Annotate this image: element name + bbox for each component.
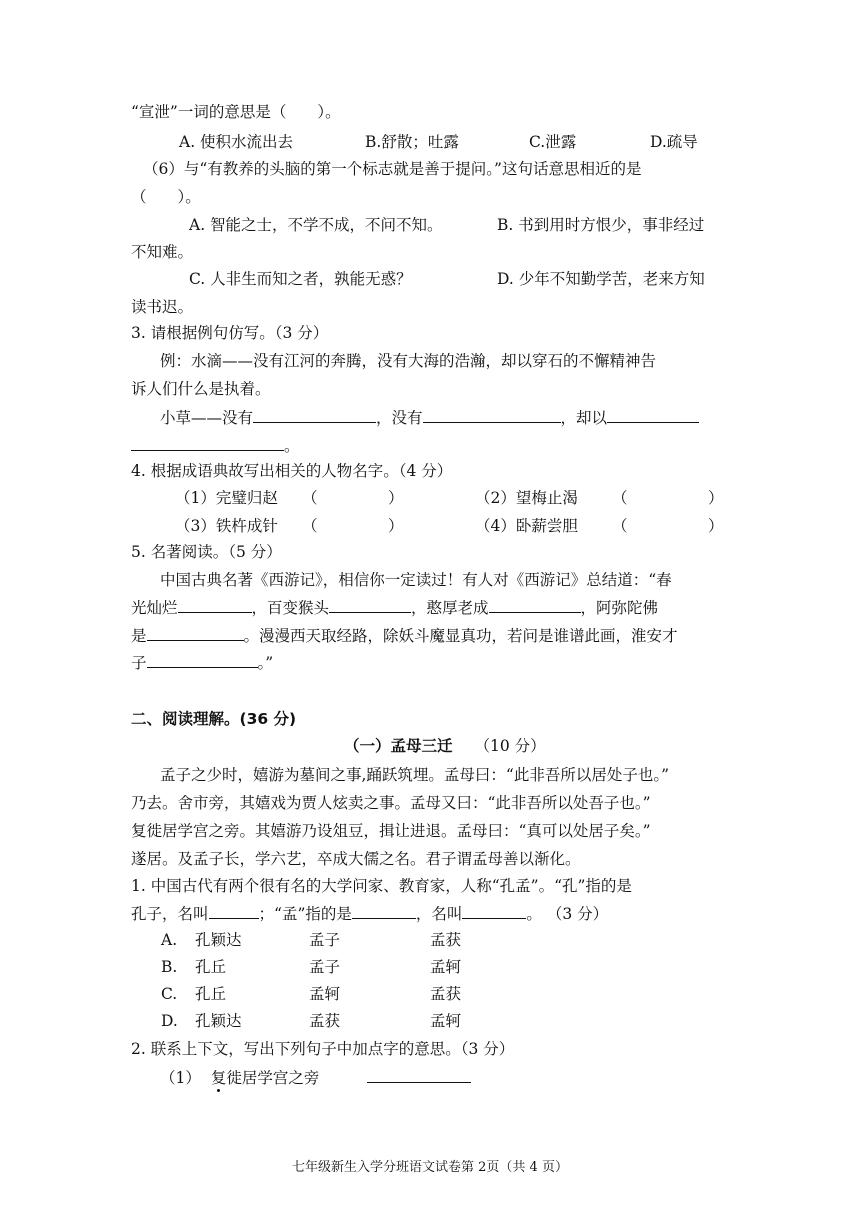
q3-example: 例：水滴——没有江河的奔腾，没有大海的浩瀚，却以穿石的不懈精神告 [160, 352, 657, 370]
q5-text-line4 [131, 651, 273, 674]
q3-fill-mid2: ，却以 [560, 409, 608, 427]
q3-fill-prefix: 小草——没有 [160, 409, 254, 427]
answer-blank[interactable] [462, 902, 526, 919]
r1-option-c3: 孟轲 [430, 958, 462, 976]
q6-option-b: B. 书到用时方恨少，事非经过 [497, 216, 705, 234]
q6-option-a: A. 智能之士，不学不成，不问不知。 [189, 216, 443, 234]
q5-text-part: ，百变猴头 [251, 599, 330, 617]
answer-blank[interactable] [352, 902, 416, 919]
section-heading: 二、阅读理解。(36 分) [131, 710, 297, 728]
r1-option-letter: B. [161, 958, 178, 976]
answer-blank[interactable] [489, 596, 581, 613]
q6-stem: （6）与“有教养的头脑的第一个标志就是善于提问。”这句话意思相近的是 [143, 160, 642, 178]
q3-example-cont: 诉人们什么是执着。 [131, 380, 271, 398]
r1-option-c2: 孟轲 [309, 985, 341, 1003]
passage-title: （一）孟母三迁 [344, 737, 453, 755]
q5-text-part: 。” [257, 654, 274, 672]
r1-text-part: ；“孟”指的是 [258, 905, 352, 923]
r1-text-part: 。 （3 分） [526, 905, 609, 923]
q5-text-line2 [131, 596, 658, 619]
r1-option-letter: D. [161, 1012, 178, 1030]
answer-blank[interactable] [178, 596, 252, 613]
paren-open: （ [302, 489, 318, 507]
q3-fill-line-cont [131, 434, 300, 457]
q5-text-part: ，憨厚老成 [411, 599, 489, 617]
answer-blank[interactable] [423, 406, 561, 423]
r2-title: 2. 联系上下文，写出下列句子中加点字的意思。（3 分） [131, 1040, 515, 1058]
q5-text-line3 [131, 624, 678, 647]
q3-fill-end: 。 [284, 437, 300, 455]
r1-option-c2: 孟获 [309, 1012, 341, 1030]
r1-option-c1: 孔颖达 [195, 1012, 242, 1030]
paren-open: （ [612, 517, 628, 535]
r1-option-c3: 孟获 [430, 931, 462, 949]
q5-text-part: 是 [131, 627, 147, 645]
q4-item-2: （2）望梅止渴 [475, 489, 578, 507]
answer-blank[interactable] [147, 624, 244, 641]
r1-text-part: ，名叫 [415, 905, 463, 923]
passage-line: 乃去。舍市旁，其嬉戏为贾人炫卖之事。孟母又曰：“此非吾所以处吾子也。” [131, 794, 651, 812]
r1-option-letter: A. [161, 931, 178, 949]
q5-text: 中国古典名著《西游记》，相信你一定读过！有人对《西游记》总结道：“春 [160, 571, 672, 589]
paren-open: （ [302, 517, 318, 535]
r1-option-c2: 孟子 [309, 931, 341, 949]
passage-line: 遂居。及孟子长，学六艺，卒成大儒之名。君子谓孟母善以渐化。 [131, 850, 581, 868]
option-c: C.泄露 [529, 133, 577, 151]
q5-text-part: 子 [131, 654, 147, 672]
passage-score: （10 分） [474, 737, 546, 755]
q6-option-d-cont: 读书迟。 [131, 298, 194, 316]
option-d: D.疏导 [650, 133, 698, 151]
passage-line: 孟子之少时，嬉游为墓间之事,踊跃筑埋。孟母曰：“此非吾所以居处子也。” [160, 766, 670, 784]
q6-option-b-cont: 不知难。 [131, 243, 194, 261]
r1-option-letter: C. [161, 985, 178, 1003]
r1-option-c3: 孟获 [430, 985, 462, 1003]
r1-option-c1: 孔颖达 [195, 931, 242, 949]
answer-blank[interactable] [607, 406, 699, 423]
q5-text-part: ，阿弥陀佛 [580, 599, 659, 617]
q6-option-c: C. 人非生而知之者，孰能无惑？ [189, 270, 412, 288]
r1-stem: 1. 中国古代有两个很有名的大学问家、教育家，人称“孔孟”。“孔”指的是 [131, 877, 632, 895]
answer-blank[interactable] [209, 902, 259, 919]
r2-item-text: 徙居学宫之旁 [226, 1069, 320, 1087]
r1-option-c1: 孔丘 [195, 958, 227, 976]
paren-close: ） [388, 517, 404, 535]
answer-blank[interactable] [131, 434, 284, 451]
q5-text-part: 。漫漫西天取经路，除妖斗魔显真功，若问是谁谱此画，淮安才 [243, 627, 678, 645]
paren-open: （ [612, 489, 628, 507]
passage-title-line [344, 735, 546, 757]
q3-fill-line [160, 406, 699, 429]
r2-item-number: （1） [160, 1069, 201, 1087]
paren-close: ） [708, 489, 724, 507]
option-b: B.舒散；吐露 [365, 133, 459, 151]
question-xuanxie-stem: “宣泄”一词的意思是（ ）。 [131, 103, 341, 121]
q3-fill-mid1: ，没有 [376, 409, 423, 427]
r1-option-c1: 孔丘 [195, 985, 227, 1003]
r1-stem-line2 [131, 902, 608, 925]
page-footer: 七年级新生入学分班语文试卷第 2页（共 4 页） [292, 1160, 568, 1175]
q5-text-part: 光灿烂 [131, 599, 178, 617]
q4-item-4: （4）卧薪尝胆 [475, 517, 578, 535]
r2-item [160, 1066, 471, 1089]
dotted-character: 复 [210, 1069, 227, 1087]
q4-title: 4. 根据成语典故写出相关的人物名字。（4 分） [131, 462, 453, 480]
answer-blank[interactable] [147, 651, 258, 668]
q6-option-d: D. 少年不知勤学苦，老来方知 [497, 270, 705, 288]
paren-close: ） [388, 489, 404, 507]
answer-blank[interactable] [329, 596, 411, 613]
r1-option-c2: 孟子 [309, 958, 341, 976]
answer-blank[interactable] [253, 406, 376, 423]
answer-blank[interactable] [367, 1066, 471, 1083]
r1-option-c3: 孟轲 [430, 1012, 462, 1030]
r1-text-part: 孔子，名叫 [131, 905, 209, 923]
q5-title: 5. 名著阅读。（5 分） [131, 543, 282, 561]
option-a: A. 使积水流出去 [179, 133, 294, 151]
q3-title: 3. 请根据例句仿写。（3 分） [131, 324, 329, 342]
q6-stem-cont: （ ）。 [131, 188, 201, 206]
passage-line: 复徙居学宫之旁。其嬉游乃设俎豆，揖让进退。孟母曰：“真可以处居子矣。” [131, 822, 651, 840]
paren-close: ） [708, 517, 724, 535]
q4-item-1: （1）完璧归赵 [175, 489, 278, 507]
q4-item-3: （3）铁杵成针 [175, 517, 278, 535]
